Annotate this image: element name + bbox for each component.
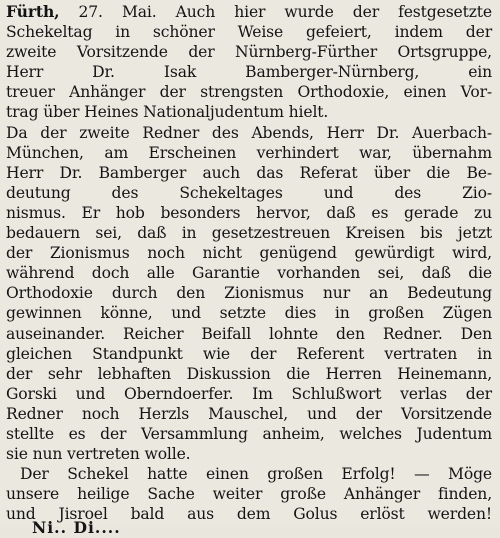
dateline-text: 27. Mai. Auch hier wurde der festgesetzte xyxy=(59,3,492,21)
article-line: der sehr lebhaften Diskussion die Herren Heinemann, xyxy=(6,364,492,383)
article-line: Gorski und Oberndoerfer. Im Schlußwort verlas der xyxy=(6,384,492,403)
article-line: unsere heilige Sache weiter große Anhänger finden, xyxy=(6,485,492,504)
article-line: Schekeltag in schöner Weise gefeiert, indem der xyxy=(6,23,492,42)
next-article-fragment: Ni.. Di.... xyxy=(32,518,121,537)
article-line: bedauern sei, daß in gesetzestreuen Kreisen bis jetzt xyxy=(6,224,492,243)
article-line: während doch alle Garantie vorhanden sei, daß die xyxy=(6,264,492,283)
article-line: München, am Erscheinen verhindert war, übernahm xyxy=(6,143,492,162)
article-line: Der Schekel hatte einen großen Erfolg! — Möge xyxy=(20,465,492,484)
article-line: nismus. Er hob besonders hervor, daß es gerade zu xyxy=(6,203,492,222)
article-line: Da der zweite Redner des Abends, Herr Dr. Auerbach- xyxy=(6,123,492,142)
article-line: trag über Heines Nationaljudentum hielt. xyxy=(6,103,329,122)
article-line: gewinnen könne, und setzte dies in großen Zügen xyxy=(6,304,492,323)
article-line: Herr Dr. Isak Bamberger-Nürnberg, ein xyxy=(6,63,492,82)
article-line: Redner noch Herzls Mauschel, und der Vorsitzende xyxy=(6,404,492,423)
article-line: deutung des Schekeltages und des Zio- xyxy=(6,183,492,202)
article-line: Herr Dr. Bamberger auch das Referat über die Be- xyxy=(6,163,492,182)
article-line: und Jisroel bald aus dem Golus erlöst werden! xyxy=(6,505,492,524)
article-line: gleichen Standpunkt wie der Referent vertraten in xyxy=(6,344,492,363)
article-line: Orthodoxie durch den Zionismus nur an Bedeutung xyxy=(6,284,492,303)
article-text xyxy=(6,2,492,524)
dateline-place: Fürth, xyxy=(6,2,60,21)
article-line: treuer Anhänger der strengsten Orthodoxie, einen Vor- xyxy=(6,83,492,102)
article-line: sie nun vertreten wolle. xyxy=(6,445,191,464)
article-line: stellte es der Versammlung anheim, welches Judentum xyxy=(6,424,492,443)
article-line: auseinander. Reicher Beifall lohnte den Redner. Den xyxy=(6,324,492,343)
article-line xyxy=(6,2,492,22)
article-line: der Zionismus noch nicht genügend gewürdigt wird, xyxy=(6,244,492,263)
article-line: zweite Vorsitzende der Nürnberg-Fürther Ortsgruppe, xyxy=(6,43,492,62)
